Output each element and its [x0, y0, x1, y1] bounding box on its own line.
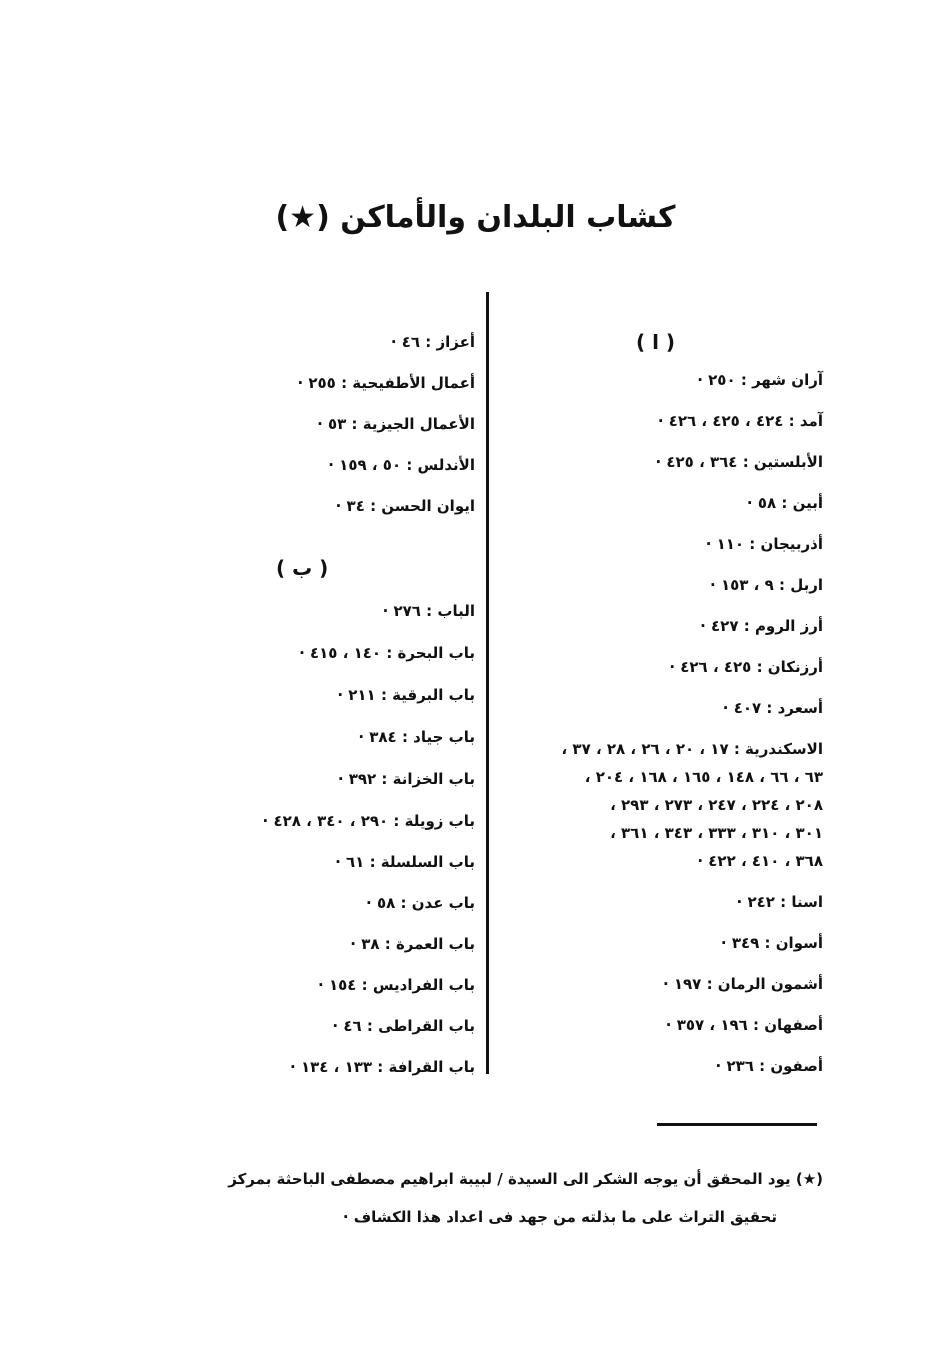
- index-entry: أرزنكان : ٤٢٥ ، ٤٢٦ ·: [669, 658, 823, 676]
- entry-line: ٦٣ ، ٦٦ ، ١٤٨ ، ١٦٥ ، ١٦٨ ، ٢٠٤ ،: [584, 768, 823, 786]
- index-entry: آران شهر : ٢٥٠ ·: [697, 371, 823, 389]
- section-heading-ba: ( ب ): [276, 556, 329, 580]
- footnote: [163, 1160, 823, 1236]
- entry-line: الاسكندرية : ١٧ ، ٢٠ ، ٢٦ ، ٢٨ ، ٣٧ ،: [561, 740, 823, 758]
- index-entry-iskandariya: [503, 735, 823, 875]
- column-divider: [486, 292, 489, 1074]
- footnote-rule: [657, 1123, 817, 1126]
- index-entry: باب الفراديس : ١٥٤ ·: [318, 976, 475, 994]
- index-entry: ايوان الحسن : ٣٤ ·: [335, 497, 475, 515]
- index-entry: أسعرد : ٤٠٧ ·: [722, 699, 823, 717]
- footnote-line: تحقيق التراث على ما بذلته من جهد فى اعداد هذا الكشاف ·: [342, 1208, 777, 1226]
- entry-line: ٣٦٨ ، ٤١٠ ، ٤٢٢ ·: [697, 852, 823, 870]
- index-entry: أذربيجان : ١١٠ ·: [705, 535, 823, 553]
- index-entry: اسنا : ٢٤٢ ·: [736, 893, 823, 911]
- index-entry: باب القرافة : ١٣٣ ، ١٣٤ ·: [290, 1058, 475, 1076]
- index-entry: الباب : ٢٧٦ ·: [382, 602, 475, 620]
- index-entry: أسوان : ٣٤٩ ·: [720, 934, 823, 952]
- index-entry: باب عدن : ٥٨ ·: [366, 894, 475, 912]
- index-entry: أعمال الأطفيحية : ٢٥٥ ·: [297, 374, 475, 392]
- index-entry: أعزاز : ٤٦ ·: [390, 333, 475, 351]
- index-entry: أبين : ٥٨ ·: [746, 494, 823, 512]
- index-entry: باب البحرة : ١٤٠ ، ٤١٥ ·: [299, 644, 475, 662]
- index-entry: أصفون : ٢٣٦ ·: [715, 1057, 823, 1075]
- index-entry: أرز الروم : ٤٢٧ ·: [700, 617, 823, 635]
- entry-line: ٣٠١ ، ٣١٠ ، ٣٣٣ ، ٣٤٣ ، ٣٦١ ،: [610, 824, 823, 842]
- index-entry: أشمون الرمان : ١٩٧ ·: [662, 975, 823, 993]
- footnote-line: (★) يود المحقق أن يوجه الشكر الى السيدة / لبيبة ابراهيم مصطفى الباحثة بمركز: [228, 1170, 823, 1188]
- index-entry: باب الخزانة : ٣٩٢ ·: [337, 770, 475, 788]
- index-entry: باب جياد : ٣٨٤ ·: [358, 728, 475, 746]
- index-entry: آمد : ٤٢٤ ، ٤٢٥ ، ٤٢٦ ·: [657, 412, 823, 430]
- page-title: كشاب البلدان والأماكن (★): [275, 200, 676, 235]
- index-entry: الأندلس : ٥٠ ، ١٥٩ ·: [328, 456, 475, 474]
- index-entry: باب زويلة : ٢٩٠ ، ٣٤٠ ، ٤٢٨ ·: [262, 812, 475, 830]
- index-entry: باب العمرة : ٣٨ ·: [350, 935, 475, 953]
- index-entry: باب القراطى : ٤٦ ·: [332, 1017, 475, 1035]
- index-entry: الأعمال الجيزية : ٥٣ ·: [317, 415, 475, 433]
- index-entry: باب البرقية : ٢١١ ·: [337, 686, 475, 704]
- section-heading-alif: ( ا ): [636, 330, 676, 354]
- index-entry: اربل : ٩ ، ١٥٣ ·: [710, 576, 823, 594]
- entry-line: ٢٠٨ ، ٢٢٤ ، ٢٤٧ ، ٢٧٣ ، ٢٩٣ ،: [610, 796, 823, 814]
- index-entry: الأبلستين : ٣٦٤ ، ٤٢٥ ·: [655, 453, 823, 471]
- index-entry: أصفهان : ١٩٦ ، ٣٥٧ ·: [665, 1016, 823, 1034]
- index-entry: باب السلسلة : ٦١ ·: [335, 853, 475, 871]
